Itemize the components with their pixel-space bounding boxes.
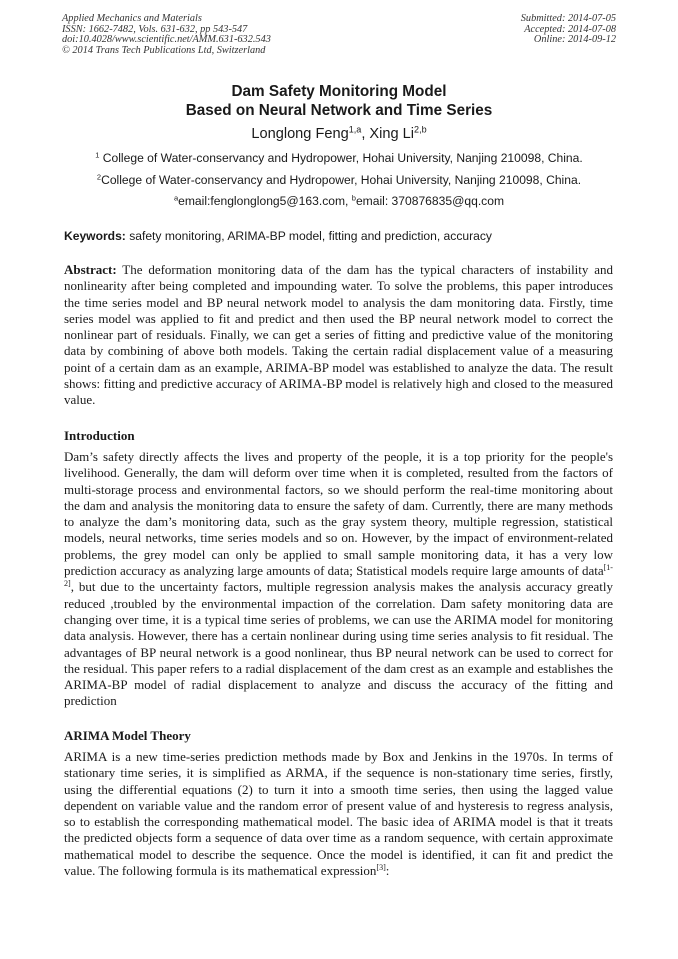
- abstract-label: Abstract:: [64, 262, 117, 277]
- issn-line: ISSN: 1662-7482, Vols. 631-632, pp 543-547: [62, 23, 248, 35]
- arima-heading: ARIMA Model Theory: [64, 728, 191, 743]
- intro-text-2: , but due to the uncertainty factors, multiple regression analysis makes the analysis accuracy greatly reduced ,troubled by the environmental impaction of the correlation. Dam safety monitoring data are changing over time, it is a typical time series of problems, we can use the ARIMA model for monitoring data analysis. However, there has a certain nonlinear during using time series analysis to fit residual. The advantages of BP neural network is a good nonlinear, thus BP neural network can be used to correct for the residual. This paper refers to a radial displacement of the dam crest as an example and establishes the ARIMA-BP model of radial displacement to analyze and discuss the accuracy of the fitting and prediction: [64, 579, 613, 709]
- online-date: Online: 2014-09-12: [533, 34, 616, 46]
- affiliation-1-sup: 1: [95, 150, 100, 160]
- abstract: [64, 262, 613, 409]
- intro-text-1: Dam’s safety directly affects the lives and property of the people, it is a top priority for the people's livelihood. Generally, the dam will deform over time when it is completed, resulted from the factors of multi-storage process and environmental factors, so we should perform the real-time monitoring about the dam and analysis the monitoring data to ensure the safety of dam. Currently, there are many methods to analyze the dam’s monitoring data, such as the gray system theory, multiple regression, statistical models, neural networks, time series models and so on. However, by the impact of environment-related problems, the grey model can only be applied to small sample monitoring data, it has a very low prediction accuracy as analyzing large amounts of data; Statistical models require large amounts of data: [64, 449, 613, 579]
- email-line: [0, 194, 678, 208]
- keywords-label: Keywords:: [64, 229, 126, 243]
- accepted-date: Accepted: 2014-07-08: [524, 23, 616, 35]
- keywords-text: safety monitoring, ARIMA-BP model, fitting and prediction, accuracy: [125, 229, 492, 243]
- introduction-body: [64, 449, 613, 710]
- author-1: Longlong Feng: [251, 126, 349, 142]
- title-line-2: Based on Neural Network and Time Series: [185, 102, 493, 119]
- copyright-line: © 2014 Trans Tech Publications Ltd, Switzerland: [62, 44, 266, 56]
- dates-header: [521, 14, 616, 46]
- journal-header: [62, 14, 271, 56]
- author-1-sup: 1,a: [348, 124, 362, 135]
- arima-citation: [3]: [376, 863, 386, 873]
- arima-text-1: ARIMA is a new time-series prediction methods made by Box and Jenkins in the 1970s. In terms of stationary time series, it is simplified as ARMA, if the sequence is non-stationary time series, firstly, using the differential equations (2) to turn it into a smooth time series, then using the lagged value dependent on variable value and the random error of present value of and hysteresis to regress analysis, so to establish the corresponding mathematical model. The basic idea of ARIMA model is that it treats the predicted objects form a sequence of data over time as a random sequence, with certain approximate mathematical model to describe the sequence. Once the model is identified, it can fit and predict the value. The following formula is its mathematical expression: [64, 749, 613, 879]
- author-separator: ,: [361, 126, 370, 142]
- doi-line: doi:10.4028/www.scientific.net/AMM.631-632.543: [62, 34, 271, 46]
- author-2-sup: 2,b: [414, 124, 427, 135]
- affiliation-1-text: College of Water-conservancy and Hydropower, Hohai University, Nanjing 210098, China.: [99, 151, 583, 165]
- arima-text-2: :: [385, 863, 390, 879]
- journal-name: Applied Mechanics and Materials: [62, 13, 202, 24]
- author-list: [0, 126, 678, 142]
- affiliation-1: [0, 151, 678, 165]
- intro-citation: [1-2]: [64, 563, 613, 589]
- paper-title: [0, 82, 678, 120]
- affiliation-2-text: College of Water-conservancy and Hydropower, Hohai University, Nanjing 210098, China.: [101, 173, 582, 187]
- submitted-date: Submitted: 2014-07-05: [520, 13, 616, 24]
- affiliation-2: [0, 173, 678, 187]
- email-a: email:fenglonglong5@163.com,: [178, 194, 352, 208]
- abstract-text: The deformation monitoring data of the dam has the typical characters of instability and nonlinearity after being completed and impounding water. To solve the problems, this paper introduces the time series model and BP neural network model to analysis the dam monitoring data. Firstly, time series model was applied to fit and predict and then used the BP neural network model to correct the nonlinear part of residuals. Finally, we can get a series of fitting and predictive value of the monitoring data by combining of above both models. Taking the certain radial displacement value of a measuring point of a certain dam as an example, ARIMA-BP model was established to analyze the data. The result shows: fitting and predictive accuracy of ARIMA-BP model is relatively high and closed to the measured value.: [64, 262, 613, 408]
- author-2: Xing Li: [369, 126, 415, 142]
- email-b: email: 370876835@qq.com: [355, 194, 505, 208]
- arima-body: [64, 749, 613, 879]
- affiliation-2-sup: 2: [96, 172, 102, 182]
- keywords: [64, 229, 492, 243]
- email-a-sup: a: [173, 193, 179, 203]
- introduction-heading: Introduction: [64, 428, 135, 443]
- email-b-sup: b: [351, 193, 356, 203]
- title-line-1: Dam Safety Monitoring Model: [231, 83, 447, 100]
